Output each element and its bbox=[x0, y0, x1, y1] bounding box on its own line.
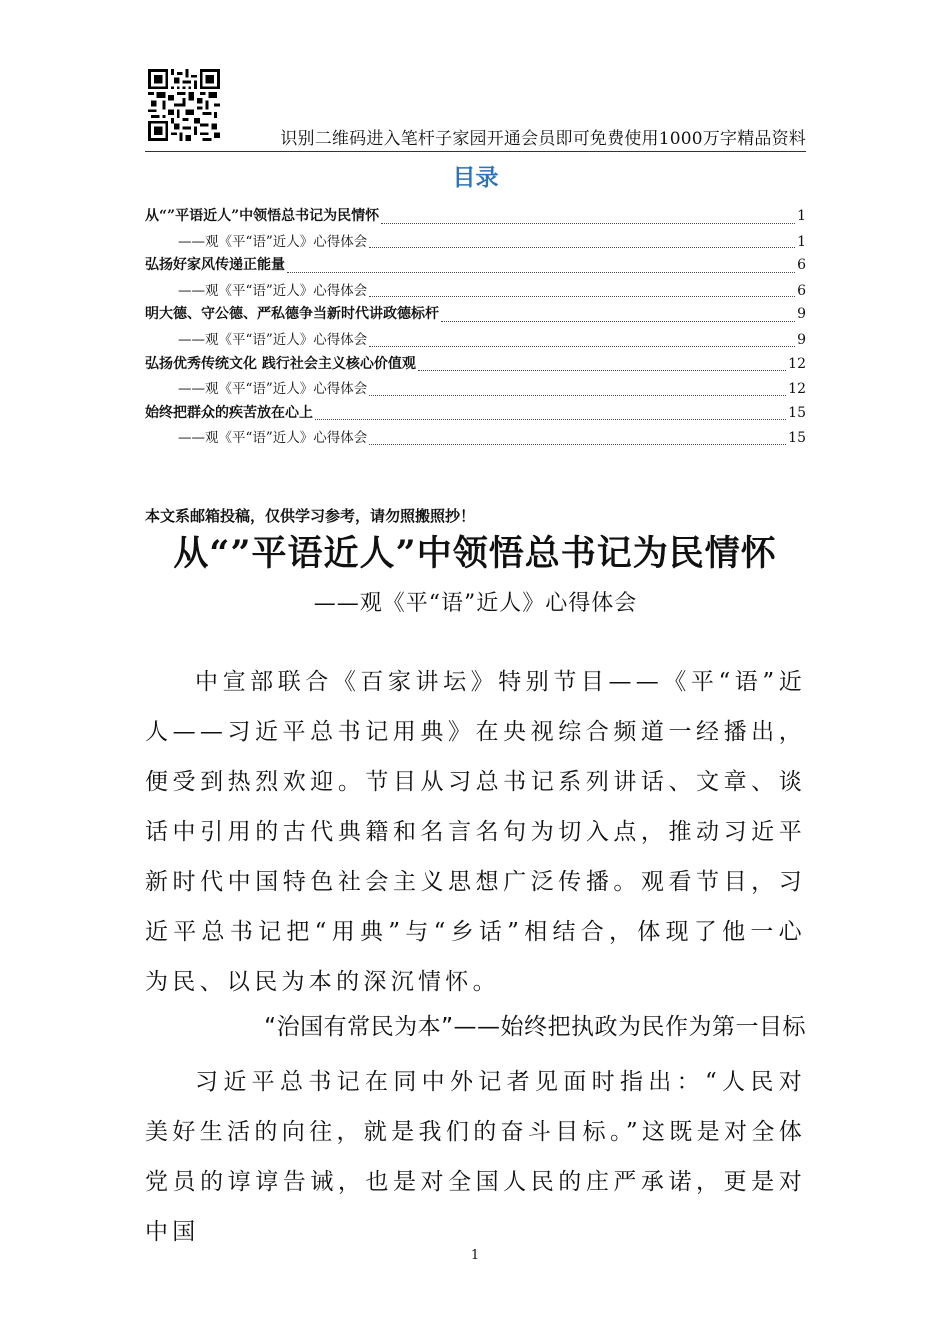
toc-leader-dots bbox=[369, 444, 786, 445]
toc-entry-page: 1 bbox=[797, 208, 806, 224]
toc-subentry[interactable] bbox=[145, 426, 806, 451]
article-subtitle: ——观《平“语”近人》心得体会 bbox=[313, 591, 638, 616]
toc-entry[interactable] bbox=[145, 205, 806, 230]
toc-entry[interactable] bbox=[145, 303, 806, 328]
toc-entry-title: ——观《平“语”近人》心得体会 bbox=[178, 331, 368, 348]
toc-leader-dots bbox=[369, 296, 795, 297]
promo-banner: 识别二维码进入笔杆子家园开通会员即可免费使用1000万字精品资料 bbox=[280, 129, 806, 149]
qr-code-icon bbox=[147, 69, 221, 141]
toc-entry-page: 9 bbox=[797, 331, 806, 348]
toc-entry-title: ——观《平“语”近人》心得体会 bbox=[178, 381, 368, 398]
body-paragraph: 中宣部联合《百家讲坛》特别节目——《平“语”近人——习近平总书记用典》在央视综合频道一经播出，便受到热烈欢迎。节目从习总书记系列讲话、文章、谈话中引用的古代典籍和名言名句为切入点，推动习近平新时代中国特色社会主义思想广泛传播。观看节目，习近平总书记把“用典”与“乡话”相结合，体现了他一心为民、以民为本的深沉情怀。 bbox=[145, 669, 806, 995]
toc-entry[interactable] bbox=[145, 353, 806, 378]
toc-entry[interactable] bbox=[145, 254, 806, 279]
toc-entry-page: 6 bbox=[797, 257, 806, 274]
toc-entry-page: 6 bbox=[797, 282, 806, 299]
toc-leader-dots bbox=[369, 395, 786, 396]
toc-entry-title: ——观《平“语”近人》心得体会 bbox=[178, 430, 368, 447]
submission-note: 本文系邮箱投稿，仅供学习参考，请勿照搬照抄！ bbox=[145, 507, 476, 525]
toc-entry-title: ——观《平“语”近人》心得体会 bbox=[178, 233, 368, 250]
toc-entry-title: 从“”平语近人”中领悟总书记为民情怀 bbox=[145, 208, 380, 224]
toc-entry-page: 12 bbox=[788, 381, 806, 398]
toc-entry[interactable] bbox=[145, 402, 806, 427]
toc-leader-dots bbox=[315, 419, 786, 420]
toc-entry-page: 1 bbox=[797, 233, 806, 250]
toc-entry-page: 15 bbox=[788, 404, 806, 421]
toc-entry-title: 弘扬优秀传统文化 践行社会主义核心价值观 bbox=[145, 355, 416, 372]
body-paragraph: 习近平总书记在同中外记者见面时指出：“人民对美好生活的向往，就是我们的奋斗目标。”这既是对全体党员的谆谆告诫，也是对全国人民的庄严承诺，更是对中国 bbox=[145, 1069, 806, 1245]
toc-leader-dots bbox=[381, 223, 795, 224]
toc-subentry[interactable] bbox=[145, 279, 806, 304]
toc-leader-dots bbox=[441, 321, 795, 322]
toc-leader-dots bbox=[287, 272, 795, 273]
section-heading: “治国有常民为本”——始终把执政为民作为第一目标 bbox=[264, 1014, 806, 1040]
toc-leader-dots bbox=[418, 370, 786, 371]
page-number: 1 bbox=[470, 1248, 480, 1263]
toc-entry-page: 9 bbox=[797, 306, 806, 323]
toc-leader-dots bbox=[369, 346, 795, 347]
toc-leader-dots bbox=[369, 247, 795, 248]
toc-entry-title: ——观《平“语”近人》心得体会 bbox=[178, 282, 368, 299]
toc-title: 目录 bbox=[452, 164, 499, 191]
toc-subentry[interactable] bbox=[145, 230, 806, 255]
toc-entry-title: 始终把群众的疾苦放在心上 bbox=[145, 404, 313, 421]
toc-entry-page: 15 bbox=[788, 430, 806, 447]
toc-subentry[interactable] bbox=[145, 328, 806, 353]
toc-entry-title: 明大德、守公德、严私德争当新时代讲政德标杆 bbox=[145, 306, 439, 323]
toc-entry-page: 12 bbox=[788, 355, 806, 372]
table-of-contents bbox=[145, 205, 806, 451]
header-divider bbox=[145, 151, 806, 152]
article-title: 从“”平语近人”中领悟总书记为民情怀 bbox=[173, 533, 777, 574]
toc-entry-title: 弘扬好家风传递正能量 bbox=[145, 257, 285, 274]
toc-subentry[interactable] bbox=[145, 377, 806, 402]
